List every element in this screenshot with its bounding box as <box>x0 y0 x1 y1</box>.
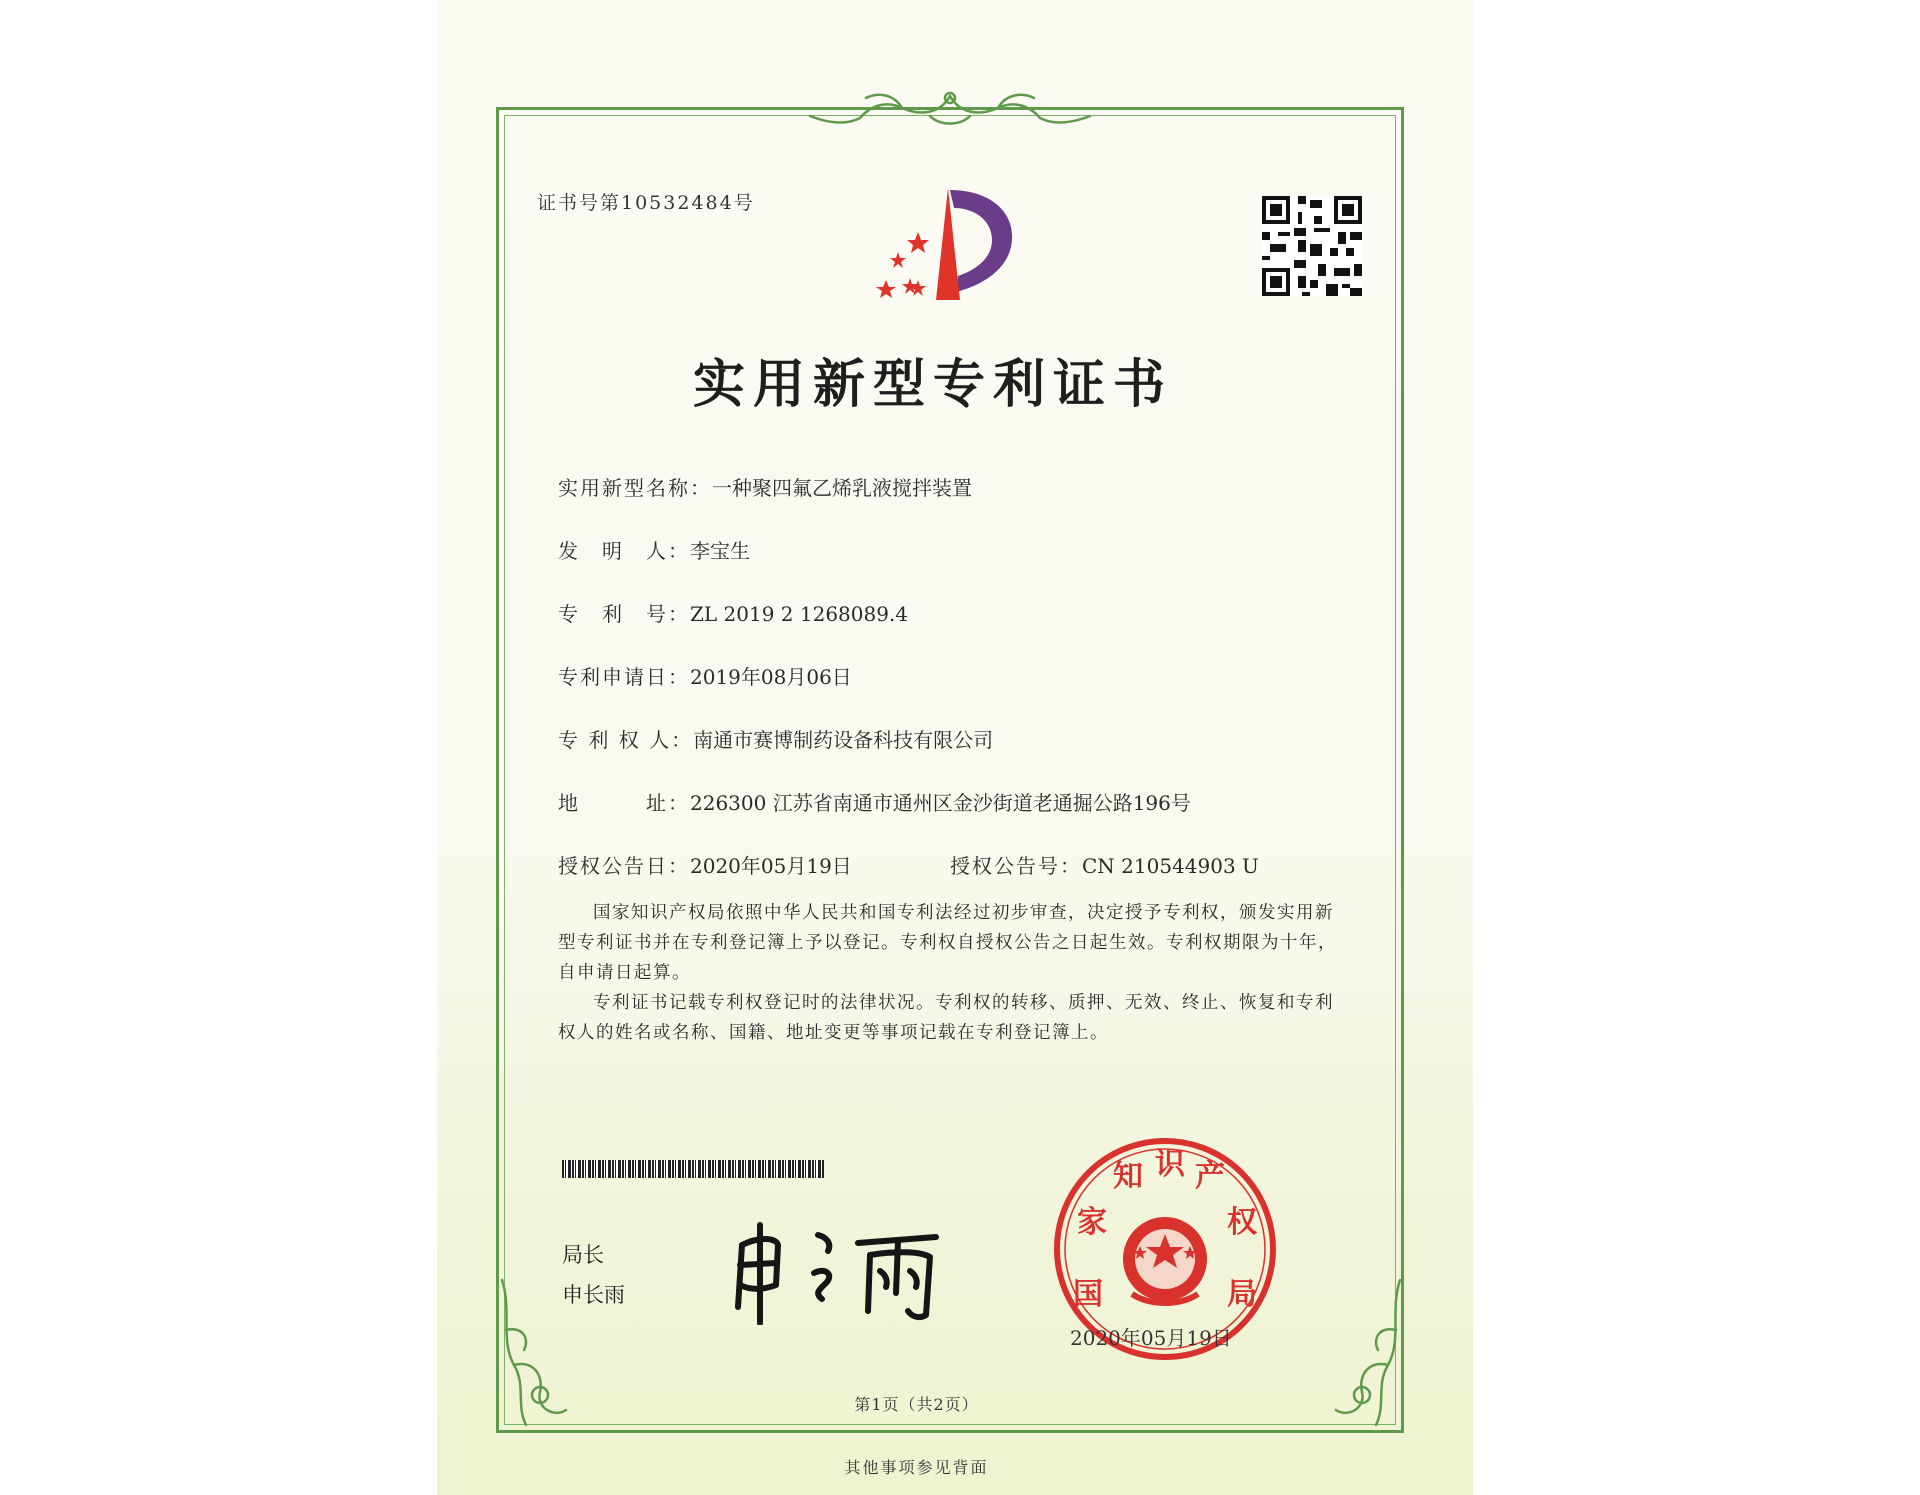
field-inventor <box>558 535 750 564</box>
field-grant-number <box>950 850 1259 879</box>
top-ornament <box>790 86 1110 136</box>
field-value: 2019年08月06日 <box>690 665 852 689</box>
field-patentee <box>558 724 993 753</box>
field-value: ZL 2019 2 1268089.4 <box>690 602 909 626</box>
certificate-number: 证书号第10532484号 <box>537 192 755 214</box>
seal-char: 国 <box>1073 1277 1103 1312</box>
field-address <box>558 787 1191 816</box>
field-grant-date <box>558 850 852 879</box>
field-value: 226300 江苏省南通市通州区金沙街道老通掘公路196号 <box>690 791 1191 815</box>
statement-paragraph: 国家知识产权局依照中华人民共和国专利法经过初步审查，决定授予专利权，颁发实用新型专利证书并在专利登记簿上予以登记。专利权自授权公告之日起生效。专利权期限为十年，自申请日起算。 <box>558 903 1337 983</box>
director-name: 申长雨 <box>562 1283 625 1307</box>
field-label: 专 利 权 人： <box>558 728 694 752</box>
field-label: 实用新型名称： <box>558 476 712 500</box>
field-value: 一种聚四氟乙烯乳液搅拌装置 <box>712 476 972 500</box>
seal-char: 识 <box>1155 1147 1185 1182</box>
director-title: 局长 <box>562 1243 604 1267</box>
field-value: 2020年05月19日 <box>690 854 852 878</box>
page-number: 第1页（共2页） <box>854 1395 979 1414</box>
certificate-statement <box>558 898 1344 1048</box>
field-patent-number <box>558 598 908 627</box>
field-label: 授权公告号： <box>950 854 1082 878</box>
field-value: 南通市赛博制药设备科技有限公司 <box>693 728 994 752</box>
field-value: 李宝生 <box>690 539 750 563</box>
seal-char: 权 <box>1227 1205 1257 1240</box>
qr-code-icon <box>1262 196 1362 296</box>
statement-paragraph: 专利证书记载专利权登记时的法律状况。专利权的转移、质押、无效、终止、恢复和专利权人的姓名或名称、国籍、地址变更等事项记载在专利登记簿上。 <box>558 993 1334 1043</box>
field-label: 地 址： <box>558 791 690 815</box>
handwritten-signature <box>730 1215 960 1325</box>
cnipa-logo-icon <box>868 180 1028 310</box>
field-utility-model-name <box>558 472 972 501</box>
barcode <box>562 1160 824 1178</box>
field-application-date <box>558 661 852 690</box>
seal-char: 局 <box>1227 1277 1257 1312</box>
field-label: 发 明 人： <box>558 539 690 563</box>
field-value: CN 210544903 U <box>1082 854 1259 878</box>
certificate-title: 实用新型专利证书 <box>692 355 1173 415</box>
back-side-note: 其他事项参见背面 <box>844 1458 989 1477</box>
seal-char: 产 <box>1195 1159 1225 1194</box>
seal-char: 家 <box>1077 1205 1107 1240</box>
field-label: 专利申请日： <box>558 665 690 689</box>
seal-char: 知 <box>1113 1159 1143 1194</box>
field-label: 专 利 号： <box>558 602 690 626</box>
field-label: 授权公告日： <box>558 854 690 878</box>
seal-date: 2020年05月19日 <box>1070 1326 1232 1350</box>
